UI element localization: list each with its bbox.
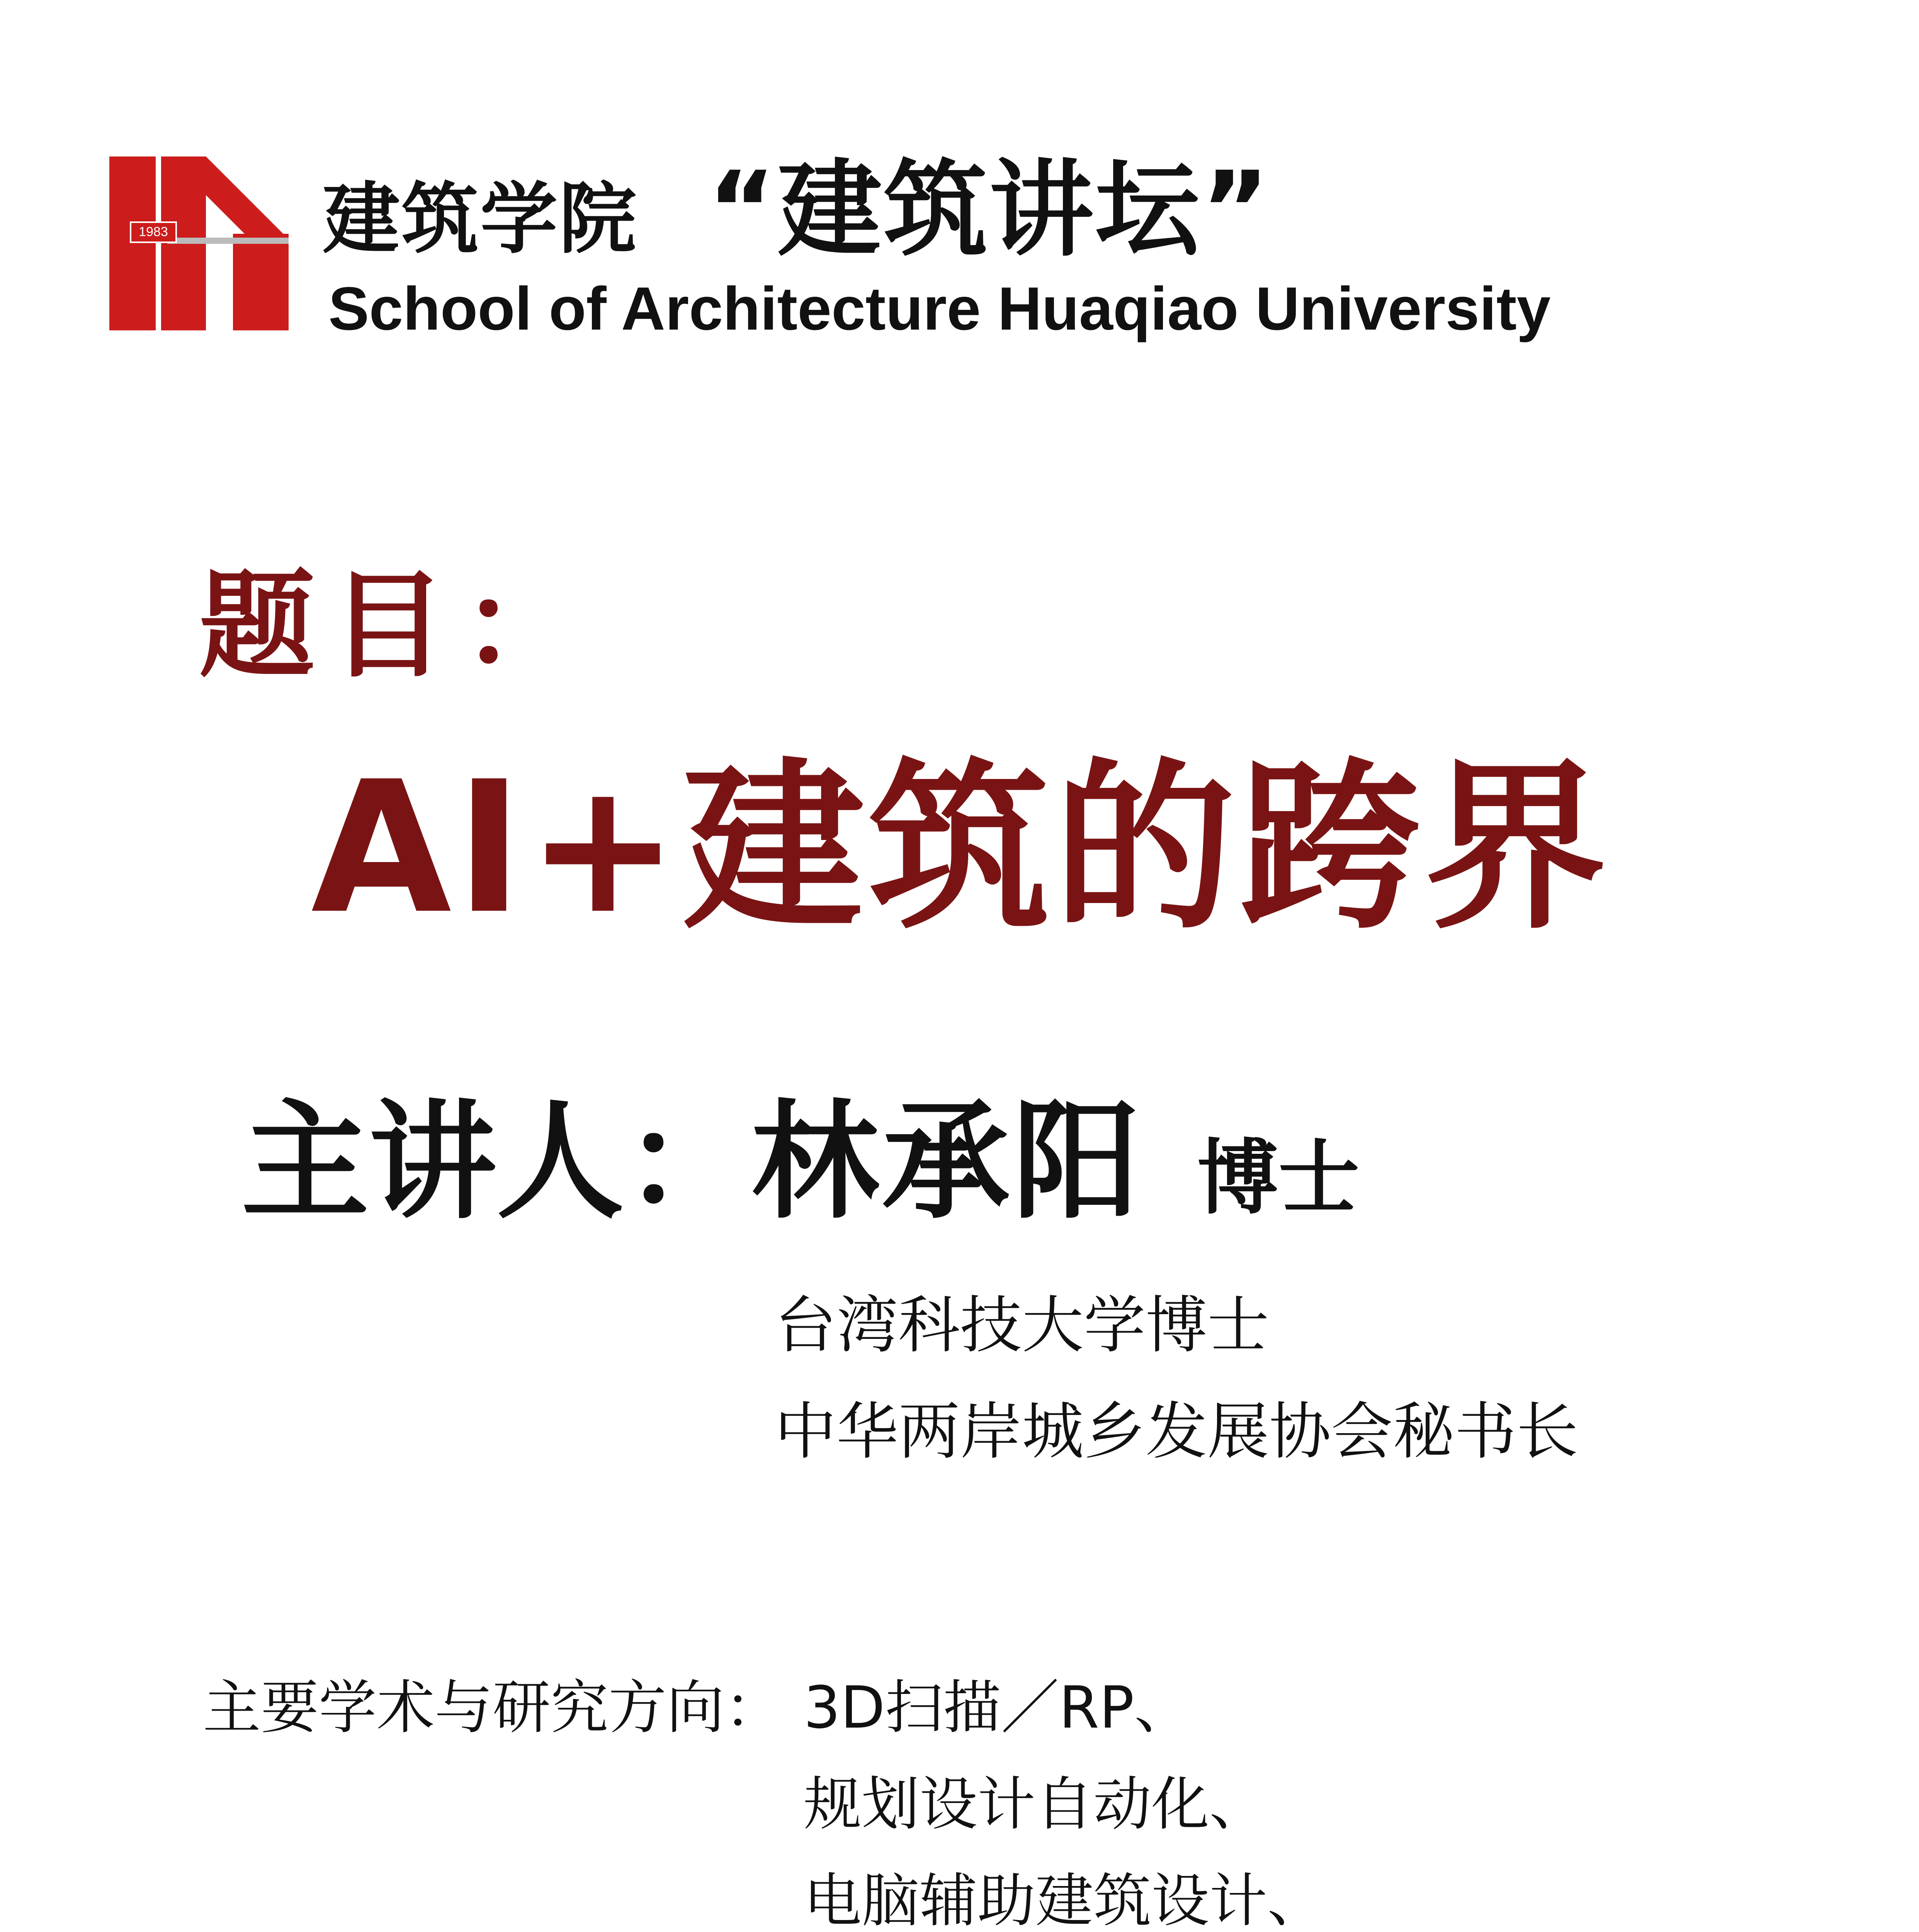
speaker-affiliation: 中华两岸城乡发展协会秘书长 (775, 1395, 1579, 1468)
topic-label: 题目： (199, 558, 593, 693)
speaker-line (241, 1086, 1360, 1236)
school-name-cn: 建筑学院 (323, 174, 638, 264)
research-item: 电脑辅助建筑设计、 (804, 1867, 1326, 1932)
speaker-affiliation: 台湾科技大学博士 (775, 1289, 1270, 1361)
school-name-en: School of Architecture Huaqiao University (328, 275, 1551, 343)
research-item: 3D扫描／RP、 (804, 1674, 1192, 1742)
forum-title: “建筑讲坛” (707, 149, 1271, 270)
research-label: 主要学术与研究方向： (203, 1674, 783, 1742)
school-logo-icon (109, 156, 289, 330)
research-item: 规划设计自动化、 (804, 1771, 1268, 1838)
lecture-title: AI+建筑的跨界 (311, 742, 1610, 954)
speaker-degree: 博士 (1197, 1130, 1360, 1225)
speaker-label: 主讲人： (241, 1086, 751, 1236)
logo-year: 1983 (139, 224, 168, 239)
header-title (323, 149, 1271, 270)
speaker-name: 林承阳 (751, 1086, 1143, 1236)
